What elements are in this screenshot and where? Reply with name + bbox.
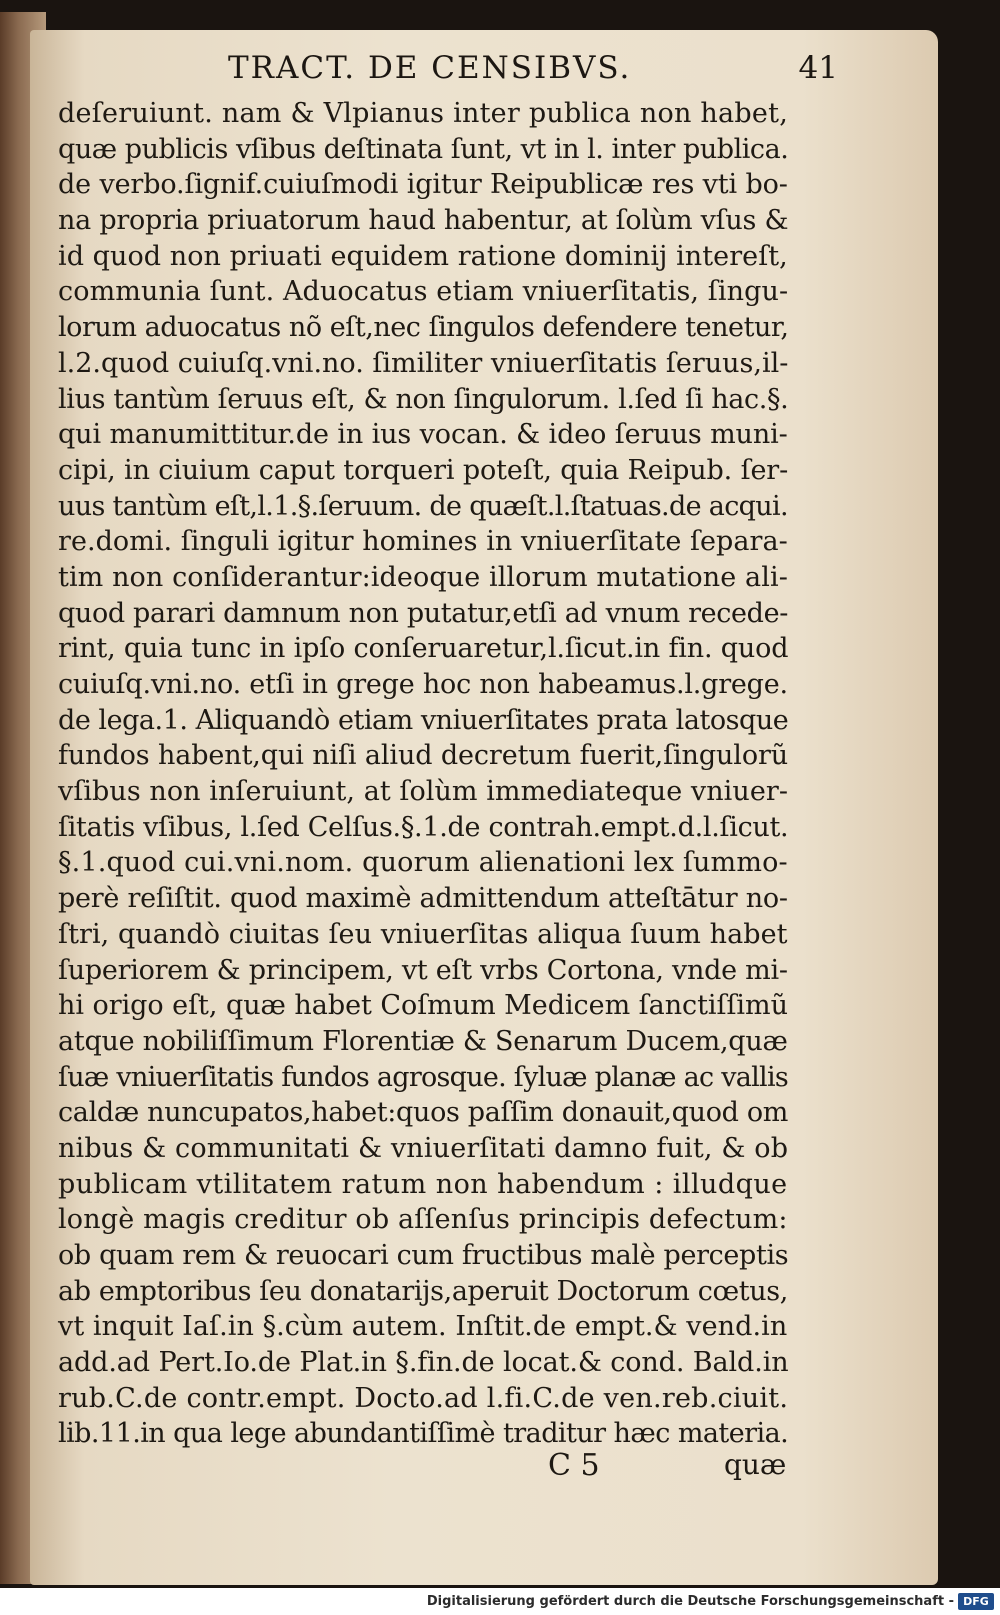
text-line: vſibus non inſeruiunt, at ſolùm immediateque vniuer-: [58, 776, 789, 808]
text-line: atque nobiliſſimum Florentiæ & Senarum Ducem,quæ: [58, 1025, 788, 1057]
running-title: TRACT. DE CENSIBVS.: [228, 50, 632, 86]
text-line: tim non conſiderantur:ideoque illorum mutatione ali-: [58, 561, 788, 593]
text-line: nibus & communitati & vniuerſitati damno fuit, & ob: [58, 1132, 789, 1164]
text-line: de lega.1. Aliquandò etiam vniuerſitates prata latosque: [58, 704, 789, 736]
text-line: communia ſunt. Aduocatus etiam vniuerſitatis, ſingu-: [58, 276, 789, 308]
text-line: lorum aduocatus nõ eſt,nec ſingulos defendere tenetur,: [58, 312, 789, 344]
text-line: qui manumittitur.de in ius vocan. & ideo ſeruus muni-: [58, 419, 788, 451]
text-line: ob quam rem & reuocari cum fructibus malè perceptis: [58, 1240, 789, 1271]
text-line: id quod non priuati equidem ratione dominij intereſt,: [58, 240, 788, 272]
text-line: ſuæ vniuerſitatis fundos agrosque. ſyluæ planæ ac vallis: [58, 1061, 788, 1093]
text-line: hi origo eſt, quæ habet Coſmum Medicem ſanctiſſimũ: [58, 990, 788, 1022]
text-line: cuiuſq.vni.no. etſi in grege hoc non habeamus.l.grege.: [58, 669, 788, 700]
text-line: rub.C.de contr.empt. Docto.ad l.fi.C.de ven.reb.ciuit.: [58, 1382, 789, 1414]
text-line: publicam vtilitatem ratum non habendum : illudque: [58, 1168, 788, 1200]
text-line: ſitatis vſibus, l.ſed Celſus.§.1.de contrah.empt.d.l.ſicut.: [58, 811, 789, 843]
text-line: quæ publicis vſibus deſtinata ſunt, vt in l. inter publica.: [58, 133, 789, 165]
dfg-logo-icon: DFG: [958, 1593, 994, 1610]
text-line: re.domi. ſinguli igitur homines in vniuerſitate ſepara-: [58, 526, 788, 558]
text-line: perè reſiſtit. quod maximè admittendum atteſtātur no-: [58, 883, 788, 915]
text-line: uus tantùm eſt,l.1.§.ſeruum. de quæſt.l.ſtatuas.de acqui.: [58, 490, 788, 522]
text-line: rint, quia tunc in ipſo conſeruaretur,l.ſicut.in fin. quod: [58, 633, 789, 665]
catchword: quæ: [724, 1448, 787, 1481]
text-line: lib.11.in qua lege abundantiſſimè traditur hæc materia.: [58, 1418, 789, 1450]
text-line: longè magis creditur ob aſſenſus principis defectum:: [58, 1204, 788, 1236]
body-text: [58, 96, 788, 1452]
text-line: lius tantùm ſeruus eſt, & non ſingulorum. l.ſed ſi hac.§.: [58, 383, 789, 415]
text-line: fundos habent,qui niſi aliud decretum fuerit,ſingulorũ: [58, 740, 789, 772]
text-line: caldæ nuncupatos,habet:quos paſſim donauit,quod om: [58, 1097, 789, 1129]
signature-mark: C 5: [548, 1448, 600, 1483]
text-line: cipi, in ciuium caput torqueri poteſt, quia Reipub. ſer-: [58, 454, 789, 486]
text-line: add.ad Pert.Io.de Plat.in §.fin.de locat.& cond. Bald.in: [58, 1347, 789, 1379]
text-line: na propria priuatorum haud habentur, at ſolùm vſus &: [58, 205, 789, 237]
text-line: quod parari damnum non putatur,etſi ad vnum recede-: [58, 597, 788, 629]
text-line: ab emptoribus ſeu donatarijs,aperuit Doctorum cœtus,: [58, 1275, 788, 1307]
text-line: ſtri, quandò ciuitas ſeu vniuerſitas aliqua ſuum habet: [58, 918, 788, 950]
text-line: de verbo.ſignif.cuiuſmodi igitur Reipublicæ res vti bo-: [58, 169, 788, 201]
text-line: ſuperiorem & principem, vt eſt vrbs Cortona, vnde mi-: [58, 954, 788, 986]
text-line: l.2.quod cuiuſq.vni.no. ſimiliter vniuerſitatis ſeruus,il-: [58, 347, 789, 379]
digitization-credit: Digitalisierung gefördert durch die Deutsche Forschungsgemeinschaft -: [426, 1594, 954, 1609]
text-line: §.1.quod cui.vni.nom. quorum alienationi lex ſummo-: [58, 847, 788, 879]
text-line: deſeruiunt. nam & Vlpianus inter publica non habet,: [58, 98, 789, 129]
page-number: 41: [798, 50, 838, 86]
text-line: vt inquit Iaſ.in §.cùm autem. Inſtit.de empt.& vend.in: [58, 1311, 788, 1343]
